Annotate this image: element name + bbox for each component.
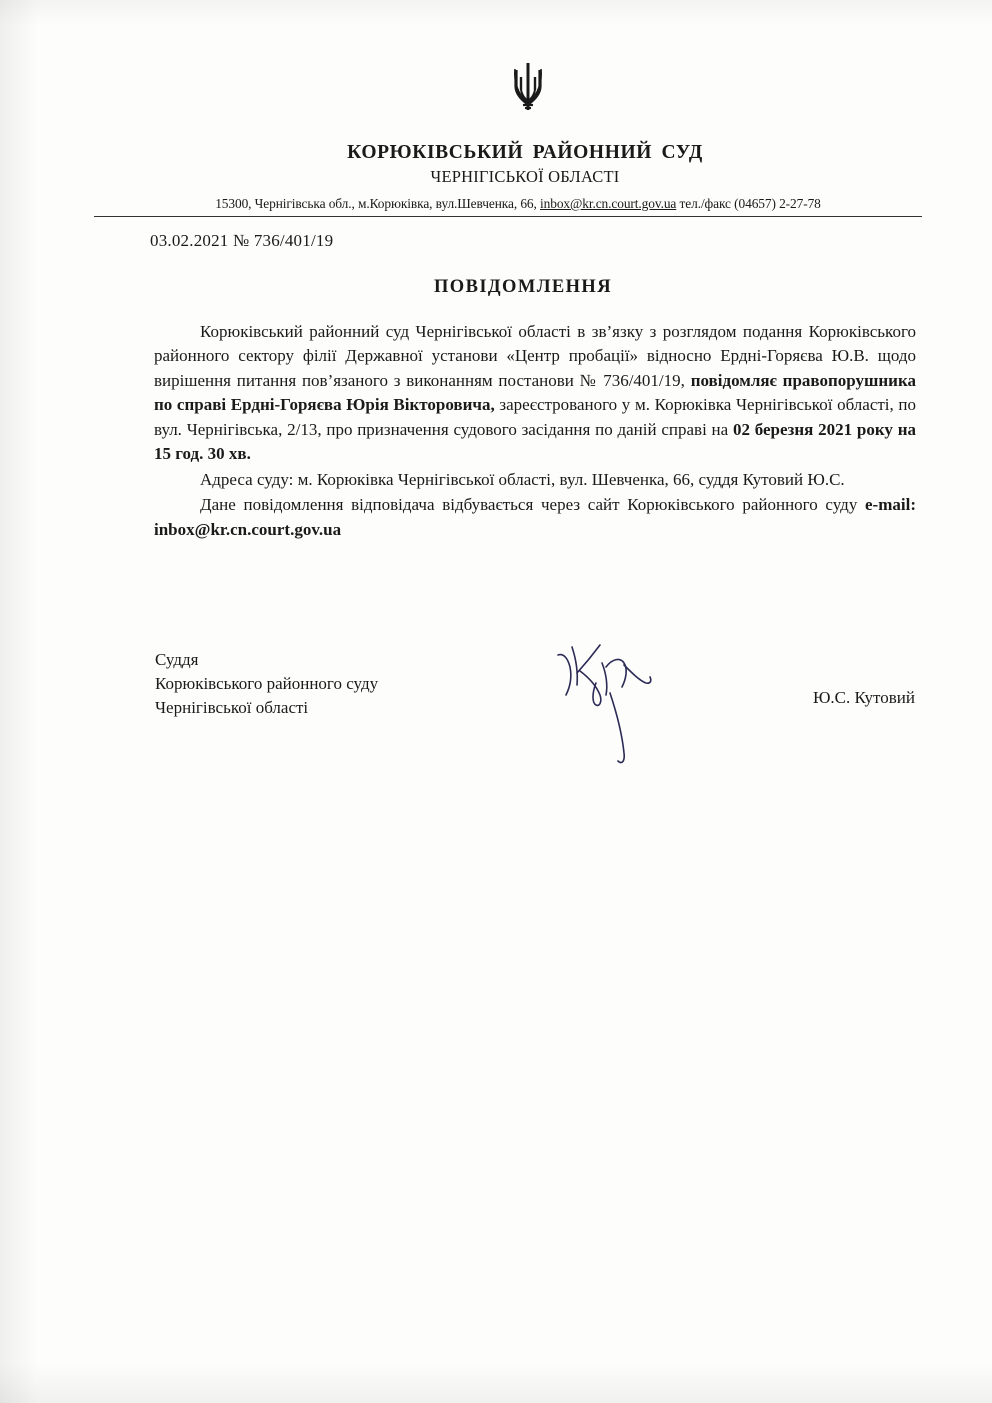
ukrainian-trident-icon xyxy=(508,60,548,116)
handwritten-signature-icon xyxy=(550,633,710,773)
body-text-run: зареєстрованого у м. Корюківка Чернігівської області, по вул. Чернігівська, 2/13, про призначення судового засідання по даній справі на xyxy=(154,395,917,439)
contact-address-prefix: 15300, Чернігівська обл., м.Корюківка, вул.Шевченка, 66, xyxy=(215,196,541,211)
body-paragraph xyxy=(154,468,916,492)
body-text-run: Корюківський районний суд Чернігівської області в зв’язку з розглядом подання Корюківського районного сектору філії Державної установи «Центр пробації» відносно Ердні-Горяєва Ю.В. щодо вирішення питання пов’язаного з виконанням постанови № 736/401/19, xyxy=(154,322,916,390)
signer-role-line-3: Чернігівської області xyxy=(155,698,309,718)
contact-phone-suffix: тел./факс (04657) 2-27-78 xyxy=(676,196,821,211)
document-title: ПОВІДОМЛЕННЯ xyxy=(434,277,612,297)
scan-shadow-top xyxy=(0,0,992,26)
emblem-container xyxy=(148,60,908,116)
body-text-emphasis: повідомляє правопорушника по справі Ердні-Горяєва Юрія Вікторовича, xyxy=(154,370,916,415)
body-paragraph xyxy=(154,493,916,542)
body-paragraph xyxy=(154,320,916,467)
document-reference: 03.02.2021 № 736/401/19 xyxy=(150,231,334,250)
scan-shadow-left xyxy=(0,0,38,1403)
scan-shadow-bottom xyxy=(0,1363,992,1403)
header-divider xyxy=(94,216,922,217)
signer-name: Ю.С. Кутовий xyxy=(812,688,915,707)
document-body xyxy=(154,320,916,542)
court-contact-line xyxy=(128,196,908,212)
body-text-emphasis: e-mail: inbox@kr.cn.court.gov.ua xyxy=(154,495,916,539)
signer-role-line-2: Корюківського районного суду xyxy=(155,674,379,694)
body-text-emphasis: 02 березня 2021 року на 15 год. 30 хв. xyxy=(154,419,916,464)
signer-role xyxy=(155,648,485,720)
body-text-run: Адреса суду: м. Корюківка Чернігівської області, вул. Шевченка, 66, суддя Кутовий Ю.С. xyxy=(200,469,845,489)
court-name-heading: КОРЮКІВСЬКИЙ РАЙОННИЙ СУД xyxy=(347,142,703,163)
court-email-link[interactable]: inbox@kr.cn.court.gov.ua xyxy=(540,196,677,211)
body-text-run: Дане повідомлення відповідача відбувається через сайт Корюківського районного суду xyxy=(200,495,866,515)
document-content xyxy=(118,60,917,542)
court-region-heading: ЧЕРНІГІСЬКОЇ ОБЛАСТІ xyxy=(430,167,620,186)
signer-role-line-1: Суддя xyxy=(155,650,199,669)
